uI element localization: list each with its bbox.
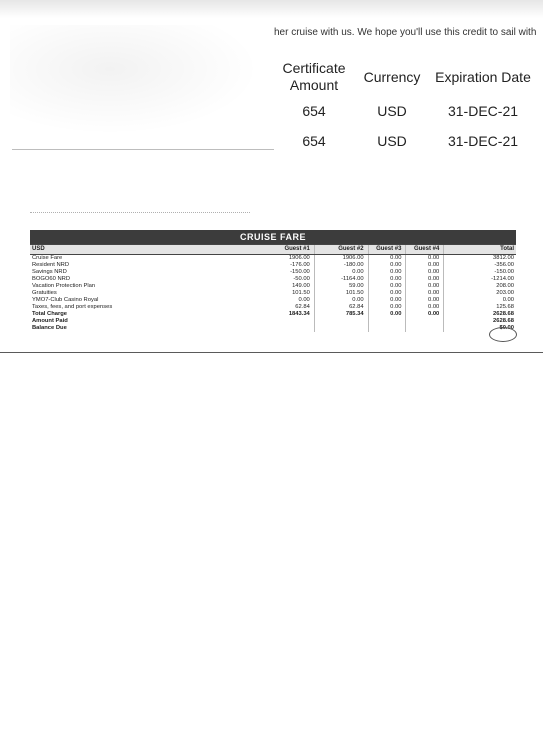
fare-row — [30, 290, 516, 297]
certificate-table — [275, 58, 535, 156]
cruise-fare-title: CRUISE FARE — [30, 230, 516, 244]
balance-due-circle-mark — [489, 327, 517, 342]
guest-2-amount: -1164.00 — [315, 276, 369, 283]
total-amount: 203.00 — [496, 290, 514, 296]
guest-4-amount: 0.00 — [406, 311, 444, 318]
guest-2-amount: 59.00 — [315, 283, 369, 290]
fare-row-label: Amount Paid — [32, 318, 68, 324]
scan-edge-line — [12, 149, 274, 150]
certificate-currency: USD — [377, 132, 407, 149]
guest-1-amount — [261, 318, 315, 325]
total-amount: 2628.68 — [493, 311, 514, 317]
guest-3-amount: 0.00 — [369, 283, 407, 290]
fare-row — [30, 262, 516, 269]
certificate-row — [275, 126, 535, 156]
total-amount: $0.00 — [499, 325, 514, 331]
currency-header: Currency — [363, 68, 421, 85]
fare-row-label: Vacation Protection Plan — [32, 283, 96, 289]
certificate-amount: 654 — [302, 132, 326, 149]
total-amount: -356.00 — [494, 262, 514, 268]
guest-2-amount — [315, 318, 369, 325]
cruise-fare-table — [30, 230, 516, 332]
certificate-expiration: 31-DEC-21 — [447, 132, 519, 149]
guest-3-amount: 0.00 — [369, 297, 407, 304]
certificate-amount-header: Certificate Amount — [282, 60, 346, 93]
certificate-header-row — [275, 58, 535, 96]
fare-row-label: Taxes, fees, and port expenses — [32, 304, 113, 310]
guest-3-amount: 0.00 — [369, 290, 407, 297]
certificate-expiration: 31-DEC-21 — [447, 102, 519, 119]
total-amount: 0.00 — [502, 297, 514, 303]
guest-2-amount — [315, 325, 369, 332]
guest-4-amount: 0.00 — [406, 276, 444, 283]
total-amount: 3812.00 — [493, 255, 514, 261]
guest-4-header: Guest #4 — [406, 245, 444, 254]
certificate-amount: 654 — [302, 102, 326, 119]
guest-4-amount: 0.00 — [406, 269, 444, 276]
certificate-currency: USD — [377, 102, 407, 119]
fare-row-label: BOGO60 NRD — [32, 276, 71, 282]
fare-row-label: Savings NRD — [32, 269, 67, 275]
fare-header-row — [30, 244, 516, 255]
guest-4-amount: 0.00 — [406, 304, 444, 311]
guest-4-amount — [406, 325, 444, 332]
scan-strip-edge — [30, 212, 250, 217]
guest-1-amount: -50.00 — [261, 276, 315, 283]
fare-row — [30, 318, 516, 325]
fare-row — [30, 297, 516, 304]
fare-row — [30, 304, 516, 311]
certificate-row — [275, 96, 535, 126]
total-amount: -1214.00 — [491, 276, 514, 282]
guest-1-amount: 101.50 — [261, 290, 315, 297]
guest-3-amount: 0.00 — [369, 276, 407, 283]
guest-3-amount: 0.00 — [369, 262, 407, 269]
fare-row — [30, 283, 516, 290]
guest-2-amount: 0.00 — [315, 297, 369, 304]
total-amount: 2628.68 — [493, 318, 514, 324]
guest-4-amount: 0.00 — [406, 283, 444, 290]
scan-top-shadow — [0, 0, 543, 18]
scan-smudge — [10, 25, 260, 135]
guest-2-amount: 0.00 — [315, 269, 369, 276]
guest-2-amount: 1906.00 — [315, 255, 369, 262]
guest-1-amount: 149.00 — [261, 283, 315, 290]
guest-3-header: Guest #3 — [369, 245, 407, 254]
fare-row — [30, 311, 516, 318]
guest-2-amount: 101.50 — [315, 290, 369, 297]
guest-2-amount: 785.34 — [315, 311, 369, 318]
guest-3-amount: 0.00 — [369, 311, 407, 318]
fare-row-label: Cruise Fare — [32, 255, 63, 261]
fare-row — [30, 269, 516, 276]
fare-row-label: YMO7-Club Casino Royal — [32, 297, 99, 303]
guest-2-header: Guest #2 — [315, 245, 369, 254]
guest-1-header: Guest #1 — [261, 245, 315, 254]
guest-1-amount: 1843.34 — [261, 311, 315, 318]
fare-row — [30, 276, 516, 283]
expiration-date-header: Expiration Date — [435, 68, 531, 85]
guest-4-amount: 0.00 — [406, 297, 444, 304]
guest-1-amount: 62.84 — [261, 304, 315, 311]
guest-1-amount: 0.00 — [261, 297, 315, 304]
guest-3-amount: 0.00 — [369, 269, 407, 276]
guest-3-amount: 0.00 — [369, 304, 407, 311]
fare-row-label: Gratuities — [32, 290, 57, 296]
fare-row-label: Total Charge — [32, 311, 67, 317]
total-amount: 208.00 — [496, 283, 514, 289]
guest-3-amount: 0.00 — [369, 255, 407, 262]
guest-4-amount: 0.00 — [406, 262, 444, 269]
certificate-intro-text: her cruise with us. We hope you'll use this credit to sail with — [274, 27, 537, 38]
total-amount: -150.00 — [494, 269, 514, 275]
guest-1-amount: 1906.00 — [261, 255, 315, 262]
guest-1-amount — [261, 325, 315, 332]
guest-3-amount — [369, 318, 407, 325]
guest-4-amount — [406, 318, 444, 325]
guest-4-amount: 0.00 — [406, 290, 444, 297]
fare-row — [30, 255, 516, 262]
fare-row-label: Resident NRD — [32, 262, 70, 268]
total-header: Total — [500, 246, 514, 252]
scan-bottom-edge — [0, 352, 543, 353]
fare-currency-label: USD — [32, 246, 45, 252]
guest-1-amount: -150.00 — [261, 269, 315, 276]
total-amount: 125.68 — [496, 304, 514, 310]
fare-row-label: Balance Due — [32, 325, 67, 331]
guest-2-amount: -180.00 — [315, 262, 369, 269]
guest-4-amount: 0.00 — [406, 255, 444, 262]
guest-1-amount: -176.00 — [261, 262, 315, 269]
fare-rows — [30, 255, 516, 332]
guest-2-amount: 62.84 — [315, 304, 369, 311]
fare-row — [30, 325, 516, 332]
guest-3-amount — [369, 325, 407, 332]
